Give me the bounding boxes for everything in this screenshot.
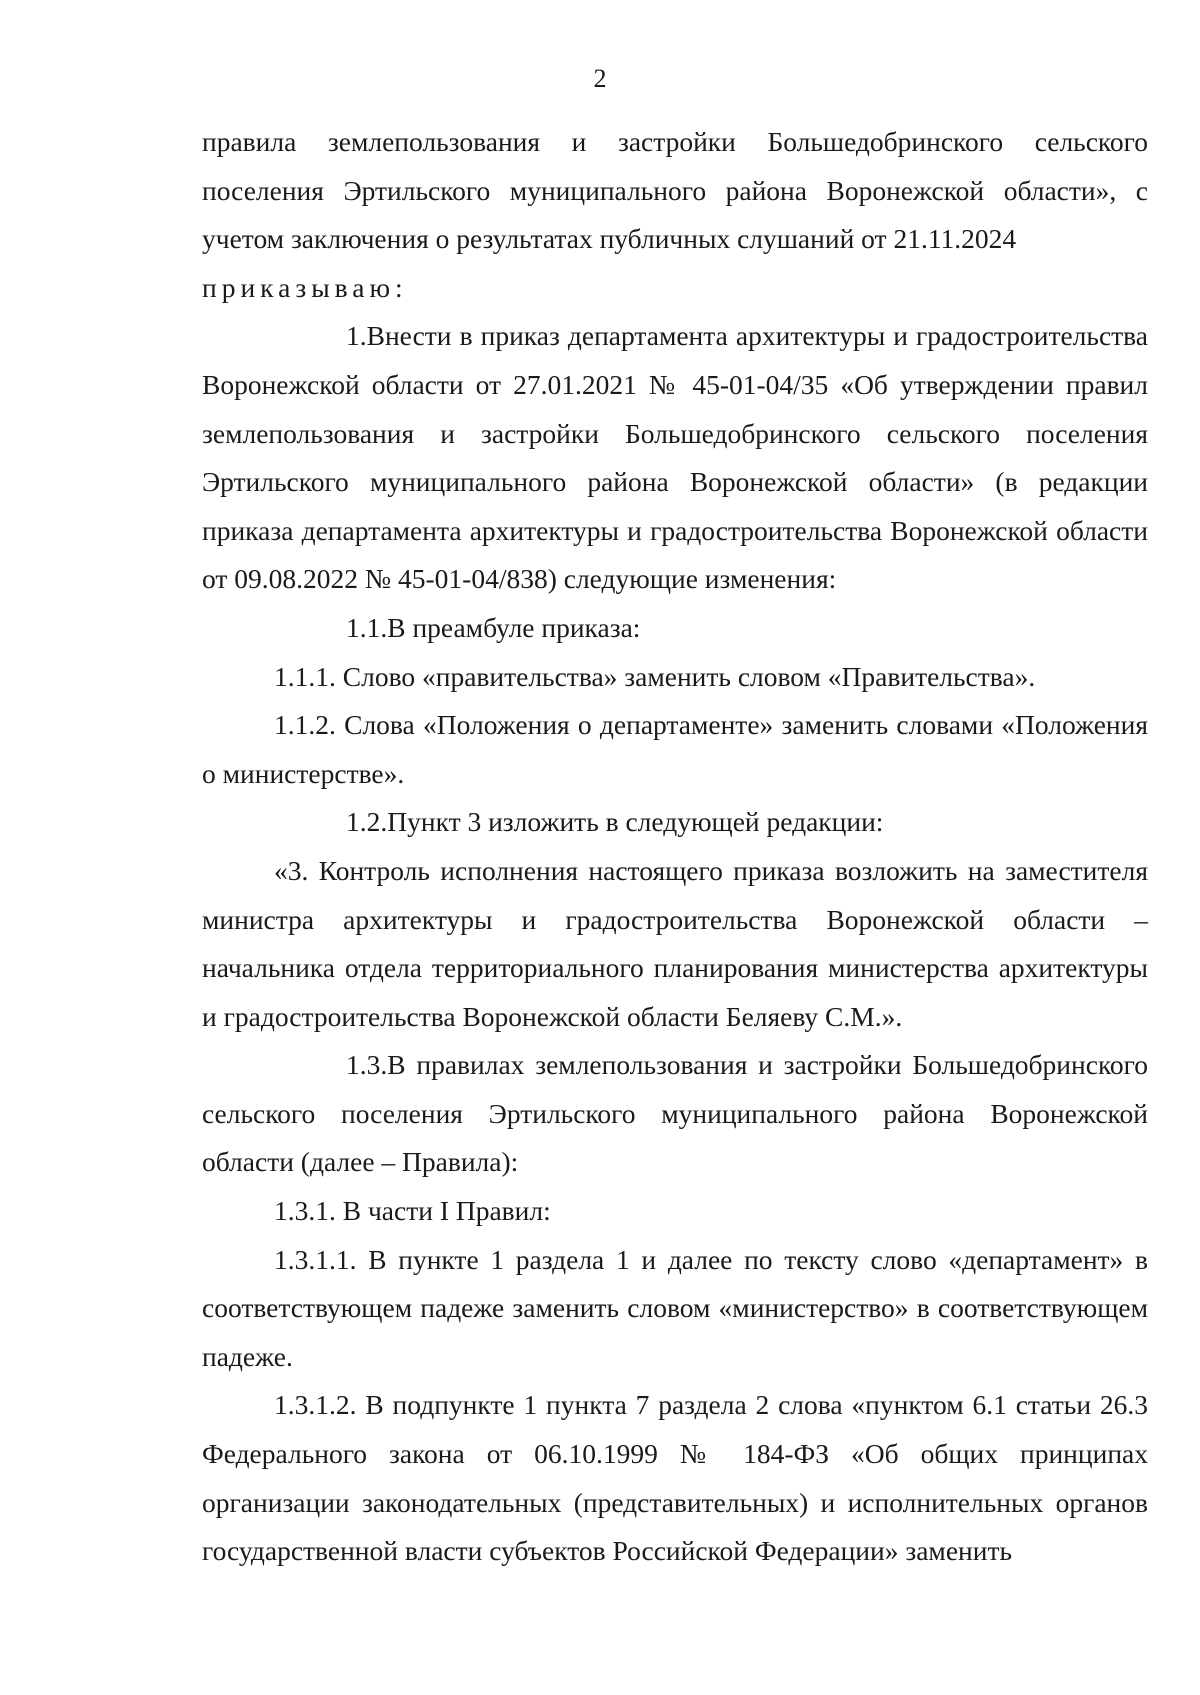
page-number: 2	[593, 64, 607, 93]
paragraph-text: Пункт 3 изложить в следующей редакции:	[387, 806, 884, 838]
item-number: 1.2.	[346, 806, 388, 838]
paragraph-item-1-3-1	[202, 1187, 1148, 1236]
paragraph-item-1	[202, 312, 1148, 604]
paragraph-text: 1.3.1. В части I Правил:	[274, 1195, 551, 1227]
paragraph-item-1-1	[202, 604, 1148, 653]
paragraph-item-1-3-1-1	[202, 1236, 1148, 1382]
item-number: 1.1.	[346, 611, 388, 643]
paragraph-quoted-point-3	[202, 847, 1148, 1041]
paragraph-text: Внести в приказ департамента архитектуры и градостроительства Воронежской области от 27.01.2021 № 45-01-04/35 «Об утверждении правил землепользования и застройки Большедобринского сельского поселения Эртильского муниципального района Воронежской области» (в редакции приказа департамента архитектуры и градостроительства Воронежской области от 09.08.2022 № 45-01-04/838) следующие изменения:	[202, 320, 1148, 595]
paragraph-text: Слово «правительства» заменить словом «Правительства».	[342, 660, 1036, 692]
paragraph-text: 1.3.1.1. В пункте 1 раздела 1 и далее по тексту слово «департамент» в соответствующем падеже заменить словом «министерство» в соответствующем падеже.	[202, 1243, 1148, 1372]
paragraph-item-1-3	[202, 1041, 1148, 1187]
paragraph-text: «3. Контроль исполнения настоящего приказа возложить на заместителя министра архитектуры и градостроительства Воронежской области – начальника отдела территориального планирования министерства архитектуры и градостроительства Воронежской области Беляеву С.М.».	[202, 854, 1148, 1032]
paragraph-item-1-1-2	[202, 701, 1148, 798]
paragraph-item-1-3-1-2	[202, 1381, 1148, 1575]
item-number: 1.1.1.	[274, 660, 336, 692]
paragraph-text: В преамбуле приказа:	[387, 611, 641, 643]
item-number: 1.	[346, 320, 367, 352]
paragraph-text: В правилах землепользования и застройки Большедобринского сельского поселения Эртильского муниципального района Воронежской области (далее – Правила):	[202, 1049, 1148, 1178]
item-number: 1.1.2.	[274, 709, 336, 741]
paragraph-item-1-2	[202, 798, 1148, 847]
paragraph-text: Слова «Положения о департаменте» заменить словами «Положения о министерстве».	[202, 709, 1148, 789]
paragraph-preamble-continuation	[202, 118, 1148, 264]
paragraph-text: правила землепользования и застройки Большедобринского сельского поселения Эртильского муниципального района Воронежской области», с учетом заключения о результатах публичных слушаний от 21.11.2024	[202, 126, 1148, 255]
item-number: 1.3.	[346, 1049, 388, 1081]
paragraph-order-word	[202, 264, 1148, 313]
paragraph-item-1-1-1	[202, 653, 1148, 702]
paragraph-text: 1.3.1.2. В подпункте 1 пункта 7 раздела 2 слова «пунктом 6.1 статьи 26.3 Федерального закона от 06.10.1999 № 184-ФЗ «Об общих принципах организации законодательных (представительных) и исполнительных органов государственной власти субъектов Российской Федерации» заменить	[202, 1389, 1148, 1567]
paragraph-text: приказываю:	[202, 271, 408, 303]
document-body	[202, 118, 1148, 1576]
